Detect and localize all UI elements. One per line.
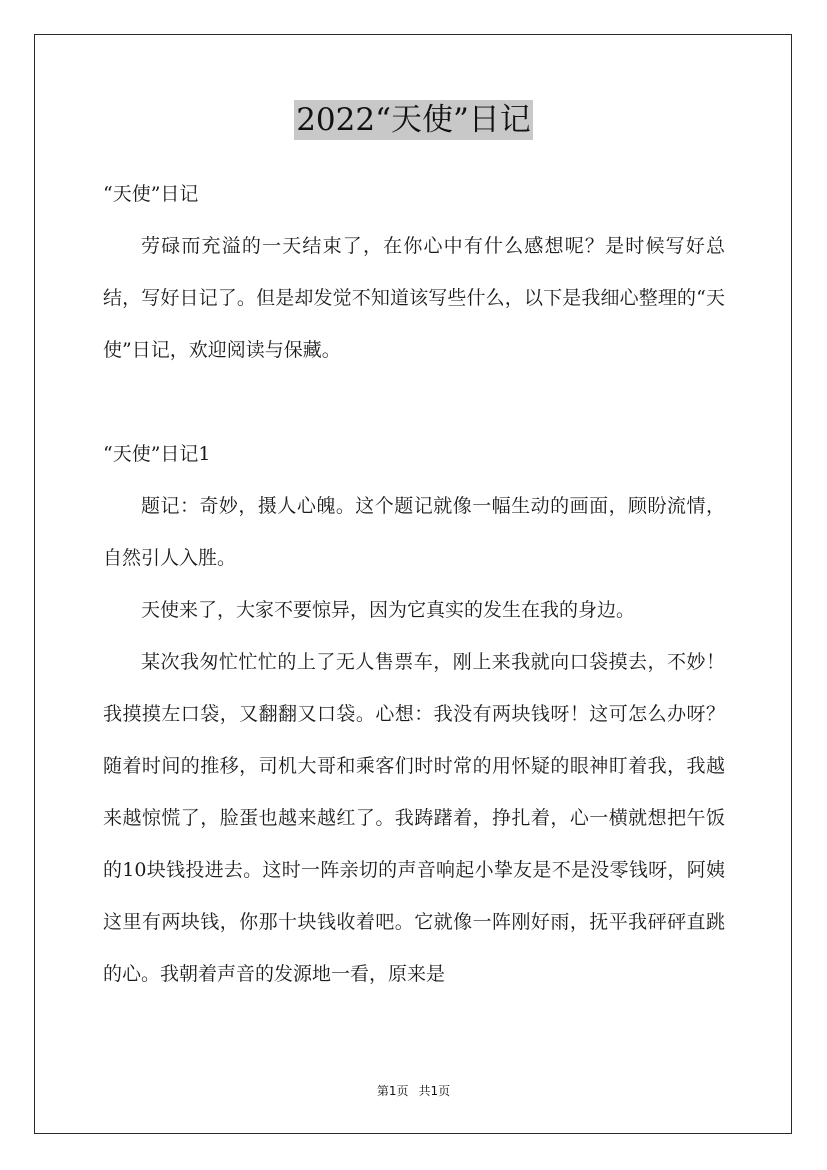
document-title: 2022“天使”日记 — [296, 102, 531, 138]
body-paragraph: 题记：奇妙，摄人心魄。这个题记就像一幅生动的画面，顾盼流情，自然引人入胜。 — [103, 495, 725, 569]
section-heading: “天使”日记1 — [103, 443, 211, 465]
page-footer — [0, 1082, 827, 1099]
document-body — [103, 168, 725, 1000]
title-container — [0, 100, 827, 140]
body-paragraph: 天使来了，大家不要惊异，因为它真实的发生在我的身边。 — [141, 599, 636, 621]
section-spacer — [103, 376, 725, 428]
page-number-total: 共1页 — [418, 1084, 451, 1098]
body-paragraph: 某次我匆忙忙忙的上了无人售票车，刚上来我就向口袋摸去，不妙！我摸摸左口袋，又翻翻又口袋。心想：我没有两块钱呀！这可怎么办呀？随着时间的推移，司机大哥和乘客们时时常的用怀疑的眼神盯着我，我越来越惊慌了，脸蛋也越来越红了。我踌躇着，挣扎着，心一横就想把午饭的10块钱投进去。这时一阵亲切的声音响起小挚友是不是没零钱呀，阿姨这里有两块钱，你那十块钱收着吧。它就像一阵刚好雨，抚平我砰砰直跳的心。我朝着声音的发源地一看，原来是 — [103, 651, 725, 985]
section-heading: “天使”日记 — [103, 183, 199, 205]
page-number-current: 第1页 — [376, 1084, 409, 1098]
body-paragraph: 劳碌而充溢的一天结束了，在你心中有什么感想呢？是时候写好总结，写好日记了。但是却发觉不知道该写些什么，以下是我细心整理的“天使”日记，欢迎阅读与保藏。 — [103, 235, 725, 361]
